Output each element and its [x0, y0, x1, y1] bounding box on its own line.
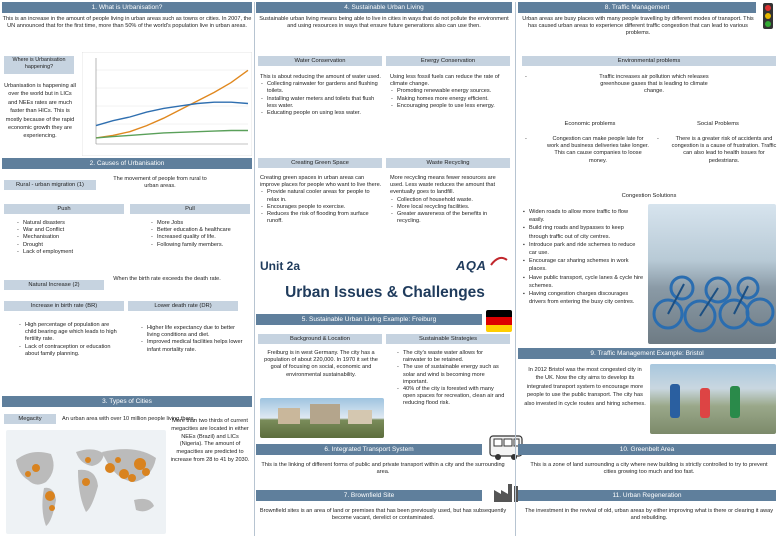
energy-conservation-text: [390, 74, 508, 110]
solution-item: ▪ Encourage car sharing schemes in work places.: [522, 257, 644, 273]
bristol-cycling-photo: [650, 364, 776, 434]
s6-header: 6. Integrated Transport System: [256, 444, 482, 455]
column-divider: [515, 2, 516, 536]
s8-header: 8. Traffic Management: [518, 2, 756, 13]
megacity-more-text: More than two thirds of current megacities are located in either NEEs (Brazil) and LICs (Nigeria). The amount of megacities are predicted to increase from 28 to 41 by 2030.: [170, 418, 250, 463]
green-item: - Encourages people to exercise.: [260, 204, 382, 211]
column-divider: [254, 2, 255, 536]
megacity-label: Megacity: [4, 414, 56, 424]
bikes-photo: [648, 204, 776, 344]
push-item: - Lack of employment: [16, 249, 116, 256]
push-item: - War and Conflict: [16, 227, 116, 234]
pull-item: - More Jobs: [150, 220, 240, 227]
water-item: - Installing water meters and toilets that flush less water.: [260, 96, 382, 110]
waste-recycling-text: [390, 175, 508, 225]
water-item: - Collecting rainwater for gardens and flushing toilets.: [260, 81, 382, 95]
birth-item: - High percentage of population are child bearing age which leads to high fertility rate.: [18, 322, 122, 344]
social-problem-item: - There is a greater risk of accidents and congestion is a cause of frustration. Traffic can also lead to health issues for pedestrians.: [656, 136, 778, 165]
waste-item: - Greater awareness of the benefits in recycling.: [390, 211, 508, 225]
pull-label: Pull: [130, 204, 250, 214]
natural-increase-text: When the birth rate exceeds the death rate.: [113, 276, 221, 282]
env-problems-title: Environmental problems: [522, 56, 776, 66]
solution-item: ▪ Introduce park and ride schemes to reduce car use.: [522, 241, 644, 257]
waste-item: - Collection of household waste.: [390, 197, 508, 204]
energy-item: - Promoting renewable energy sources.: [390, 88, 508, 95]
s9-text: In 2012 Bristol was the most congested city in the UK. Now the city aims to develop its integrated transport system to encourage more people to use the public transport. The city has also invested in cycle routes and hiring schemes.: [524, 367, 646, 407]
economic-problem-item: - Congestion can make people late for work and business deliveries take longer. This can cause companies to loose money.: [524, 136, 650, 165]
strategy-item: - 40% of the city is forested with many open spaces for recreation, clean air and reducing flood risk.: [396, 386, 506, 408]
economic-problems-list: [524, 136, 650, 165]
pull-item: - Increased quality of life.: [150, 234, 240, 241]
push-item: - Mechanisation: [16, 234, 116, 241]
rural-migration-text: The movement of people from rural to urban areas.: [113, 176, 207, 190]
death-list: [140, 325, 244, 354]
pull-item: - Better education & healthcare: [150, 227, 240, 234]
death-item: - Improved medical facilities helps lower infant mortality rate.: [140, 339, 244, 353]
unit-label: Unit 2a: [260, 259, 301, 273]
water-conservation-text: [260, 74, 382, 117]
freiburg-photo: [260, 398, 384, 438]
economic-problems-title: Economic problems: [564, 121, 616, 127]
bg-location-title: Background & Location: [258, 334, 382, 344]
env-problems-list: [524, 74, 774, 96]
s3-header: 3. Types of Cities: [2, 396, 252, 407]
waste-item: - More local recycling facilities.: [390, 204, 508, 211]
s7-header: 7. Brownfield Site: [256, 490, 482, 501]
aqa-logo: AQA: [456, 258, 487, 273]
natural-increase-label: Natural Increase (2): [4, 280, 104, 290]
social-problems-list: [656, 136, 778, 165]
pull-list: [150, 220, 240, 249]
push-item: - Drought: [16, 242, 116, 249]
aqa-swoosh-icon: [490, 256, 508, 266]
green-space-title: Creating Green Space: [258, 158, 382, 168]
push-label: Push: [4, 204, 124, 214]
strategies-list: [396, 350, 506, 408]
congestion-solutions-list: [522, 208, 644, 306]
page-title: Urban Issues & Challenges: [285, 284, 485, 301]
death-rate-label: Lower death rate (DR): [128, 301, 238, 311]
congestion-solutions-title: Congestion Solutions: [621, 193, 677, 199]
water-intro: This is about reducing the amount of water used.: [260, 74, 381, 80]
env-problem-item: - Traffic increases air pollution which releases greenhouse gases that is leading to climate change.: [524, 74, 774, 96]
social-problems-title: Social Problems: [697, 121, 739, 127]
push-list: [16, 220, 116, 256]
pull-item: - Following family members.: [150, 242, 240, 249]
strategy-item: - The city's waste water allows for rainwater to be retained.: [396, 350, 506, 364]
energy-item: - Encouraging people to use less energy.: [390, 103, 508, 110]
megacity-text: An urban area with over 10 million people living there.: [62, 416, 196, 422]
s9-header: 9. Traffic Management Example: Bristol: [518, 348, 776, 359]
s4-header: 4. Sustainable Urban Living: [256, 2, 512, 13]
birth-item: - Lack of contraception or education about family planning.: [18, 344, 122, 358]
strategies-title: Sustainable Strategies: [386, 334, 510, 344]
solution-item: ▪ Build ring roads and bypasses to keep through traffic out of city centres.: [522, 224, 644, 240]
push-item: - Natural disasters: [16, 220, 116, 227]
s10-header: 10. Greenbelt Area: [518, 444, 776, 455]
s1-intro: This is an increase in the amount of people living in urban areas such as towns or cities. In 2007, the UN announced that for the first time, more than 50% of the world's population live in urban areas.: [2, 16, 252, 30]
water-conservation-title: Water Conservation: [258, 56, 382, 66]
s2-header: 2. Causes of Urbanisation: [2, 158, 252, 169]
energy-intro: Using less fossil fuels can reduce the rate of climate change.: [390, 74, 500, 88]
green-space-text: [260, 175, 382, 225]
green-item: - Provide natural cooler areas for people to relax in.: [260, 189, 382, 203]
s11-header: 11. Urban Regeneration: [518, 490, 776, 501]
waste-recycling-title: Waste Recycling: [386, 158, 510, 168]
green-item: - Reduces the risk of flooding from surface runoff.: [260, 211, 382, 225]
waste-intro: More recycling means fewer resources are used. Less waste reduces the amount that eventually goes to landfill.: [390, 175, 496, 196]
birth-rate-label: Increase in birth rate (BR): [4, 301, 124, 311]
solution-item: ▪ Widen roads to allow more traffic to flow easily.: [522, 208, 644, 224]
traffic-light-icon: [760, 2, 776, 30]
s6-text: This is the linking of different forms of public and private transport within a city and the surrounding area.: [261, 462, 505, 476]
death-item: - Higher life expectancy due to better living conditions and diet.: [140, 325, 244, 339]
green-intro: Creating green spaces in urban areas can improve places for people who want to live there.: [260, 175, 382, 189]
s5-header: 5. Sustainable Urban Living Example: Freiburg: [256, 314, 482, 325]
energy-conservation-title: Energy Conservation: [386, 56, 510, 66]
megacity-world-map: [6, 430, 166, 534]
s8-intro: Urban areas are busy places with many people travelling by different modes of transport. This has caused urban areas to experience different traffic congestion that can lead to various problems.: [522, 16, 754, 37]
birth-list: [18, 322, 122, 358]
rural-migration-label: Rural - urban migration (1): [4, 180, 96, 190]
s7-text: Brownfield sites is an area of land or premises that has been previously used, but has subsequently become vacant, derelict or contaminated.: [259, 508, 507, 522]
strategy-item: - The use of sustainable energy such as solar and wind is becoming more important.: [396, 364, 506, 386]
germany-flag-icon: [486, 310, 512, 332]
s11-text: The investment in the revival of old, urban areas by either improving what is there or clearing it away and rebuilding.: [524, 508, 774, 522]
urbanisation-graph: [82, 52, 252, 156]
energy-item: - Making homes more energy efficient.: [390, 96, 508, 103]
s4-intro: Sustainable urban living means being able to live in cities in ways that do not pollute the environment and using resources in ways that ensure future generations also can use then.: [259, 16, 509, 30]
s1-header: 1. What is Urbanisation?: [2, 2, 252, 13]
s1-answer: Urbanisation is happening all over the world but in LICs and NEEs rates are much faster than HICs. This is mostly because of the rapid economic growth they are experiencing.: [4, 83, 76, 140]
s1-question: Where is Urbanisation happening?: [4, 56, 74, 74]
solution-item: ▪ Have public transport, cycle lanes & cycle hire schemes.: [522, 274, 644, 290]
solution-item: ▪ Having congestion charges discourages drivers from entering the busy city centres.: [522, 290, 644, 306]
s10-text: This is a zone of land surrounding a city where new building is strictly controlled to try to prevent cities growing too much and too fast.: [530, 462, 768, 476]
bg-location-text: Freiburg is in west Germany. The city has a population of about 220,000. In 1970 it set the goal of focusing on social, economic and environmental sustainability.: [264, 350, 378, 378]
water-item: - Educating people on using less water.: [260, 110, 382, 117]
